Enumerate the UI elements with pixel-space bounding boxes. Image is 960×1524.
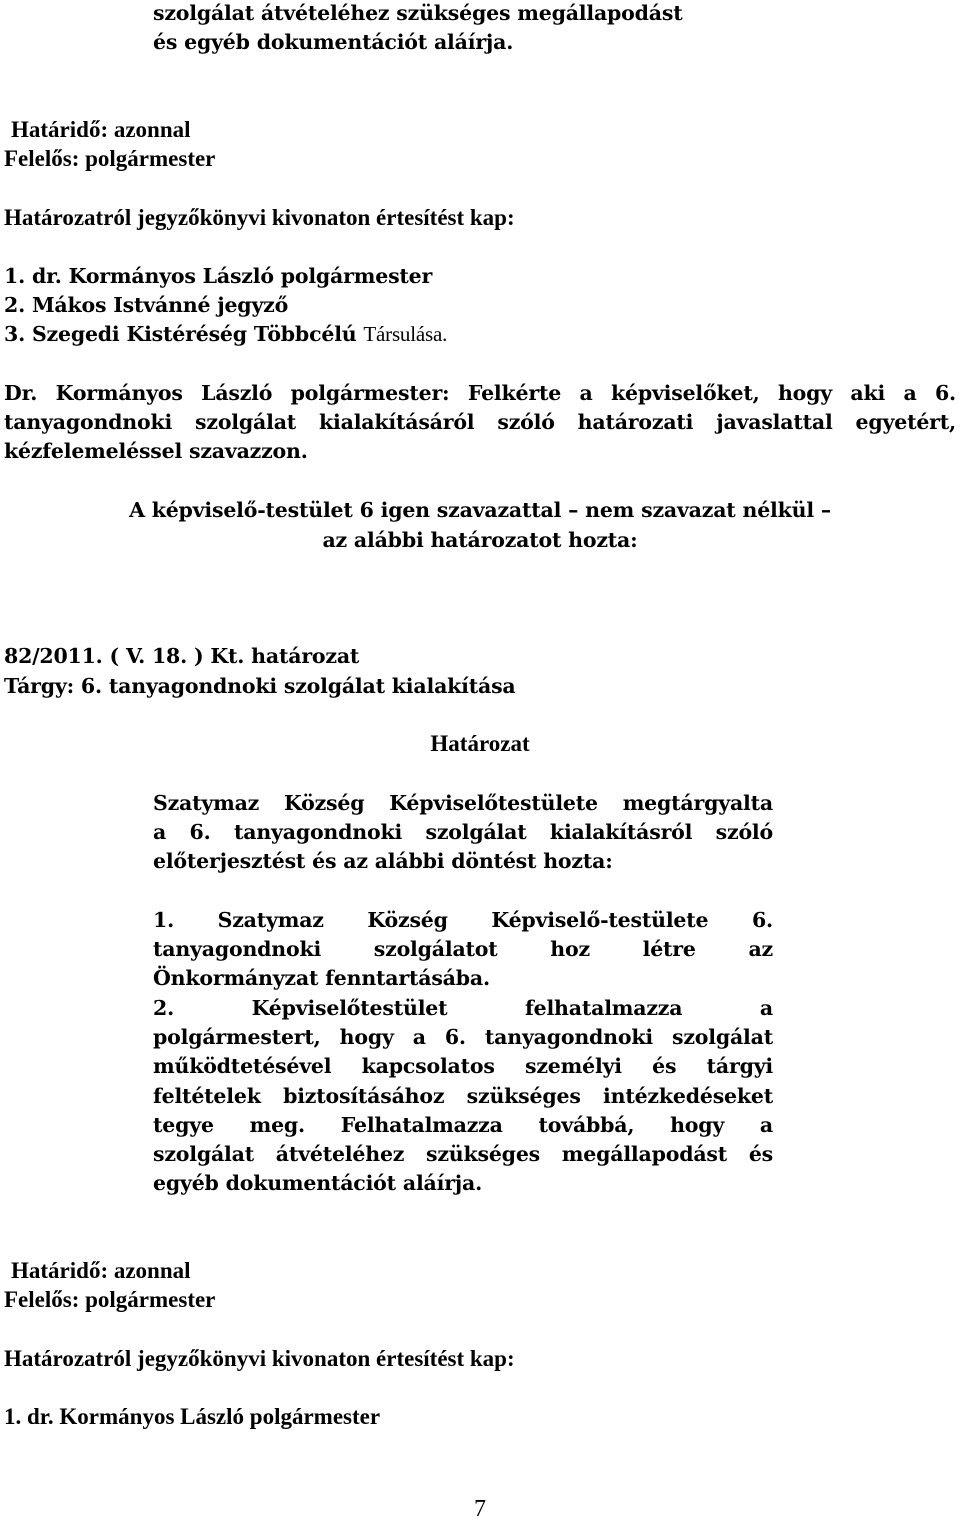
speech-line: kézfelemeléssel szavazzon.: [4, 439, 308, 463]
continuation-line: szolgálat átvételéhez szükséges megállapodást: [153, 1, 683, 25]
point-1-line: Önkormányzat fenntartásába.: [153, 966, 490, 990]
speech-line: tanyagondnoki szolgálat kialakításáról szóló határozati javaslattal egyetért,: [4, 410, 956, 434]
resolution-subject: Tárgy: 6. tanyagondnoki szolgálat kialakítása: [4, 674, 516, 698]
point-2-line: 2. Képviselőtestület felhatalmazza a: [153, 996, 773, 1020]
deadline-text: Határidő: azonnal: [11, 117, 191, 142]
point-1-line: 1. Szatymaz Község Képviselő-testülete 6.: [153, 908, 773, 932]
resolution-number: 82/2011. ( V. 18. ) Kt. határozat: [4, 644, 360, 668]
recipient-item: 1. dr. Kormányos László polgármester: [4, 1404, 381, 1429]
page-number: 7: [474, 1496, 486, 1522]
vote-line: A képviselő-testület 6 igen szavazattal – nem szavazat nélkül –: [129, 498, 831, 522]
recipient-3-bold: 3. Szegedi Kistéréség Többcélú: [4, 322, 357, 346]
recipient-item: [4, 321, 447, 347]
speech-line: Dr. Kormányos László polgármester: Felkérte a képviselőket, hogy aki a 6.: [4, 381, 956, 405]
point-2-line: polgármestert, hogy a 6. tanyagondnoki szolgálat: [153, 1025, 773, 1049]
point-2-line: egyéb dokumentációt aláírja.: [153, 1171, 483, 1195]
continuation-line: és egyéb dokumentációt aláírja.: [153, 30, 514, 54]
resolution-heading: Határozat: [430, 731, 530, 756]
notify-heading: Határozatról jegyzőkönyvi kivonaton értesítést kap:: [4, 1346, 515, 1371]
point-2-line: feltételek biztosításához szükséges intézkedéseket: [153, 1084, 773, 1108]
deadline-text: Határidő: azonnal: [11, 1258, 191, 1283]
intro-line: előterjesztést és az alábbi döntést hozta:: [153, 849, 613, 873]
point-2-line: szolgálat átvételéhez szükséges megállapodást és: [153, 1142, 773, 1166]
intro-line: Szatymaz Község Képviselőtestülete megtárgyalta: [153, 791, 773, 815]
notify-heading: Határozatról jegyzőkönyvi kivonaton értesítést kap:: [4, 205, 515, 230]
intro-line: a 6. tanyagondnoki szolgálat kialakításról szóló: [153, 820, 773, 844]
recipient-3-normal: Társulása.: [363, 322, 448, 346]
responsible-text: Felelős: polgármester: [4, 146, 216, 171]
point-2-line: tegye meg. Felhatalmazza továbbá, hogy a: [153, 1113, 773, 1137]
responsible-text: Felelős: polgármester: [4, 1287, 216, 1312]
recipient-item: 1. dr. Kormányos László polgármester: [4, 264, 433, 288]
vote-line: az alábbi határozatot hozta:: [322, 528, 638, 552]
recipient-item: 2. Mákos Istvánné jegyző: [4, 293, 289, 317]
point-1-line: tanyagondnoki szolgálatot hoz létre az: [153, 937, 773, 961]
point-2-line: működtetésével kapcsolatos személyi és tárgyi: [153, 1054, 773, 1078]
